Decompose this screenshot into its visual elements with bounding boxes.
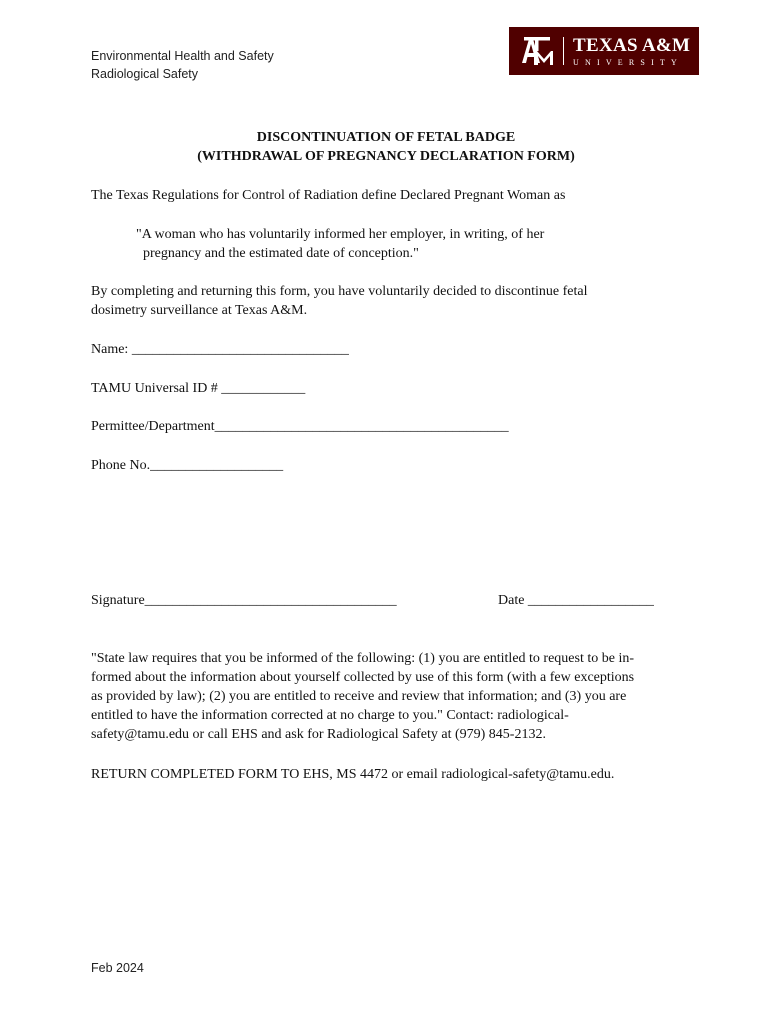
department-name: Environmental Health and Safety xyxy=(91,49,274,63)
footer-date: Feb 2024 xyxy=(91,961,144,975)
privacy-notice-line-5: safety@tamu.edu or call EHS and ask for Radiological Safety at (979) 845-2132. xyxy=(91,727,546,742)
completion-statement-line-2: dosimetry surveillance at Texas A&M. xyxy=(91,303,308,318)
logo-subtext: UNIVERSITY xyxy=(573,57,683,67)
privacy-notice-line-4: entitled to have the information corrected at no charge to you." Contact: radiological- xyxy=(91,708,569,723)
logo-divider xyxy=(563,37,564,65)
office-name: Radiological Safety xyxy=(91,67,199,81)
department-field[interactable]: Permittee/Department__________________________________________ xyxy=(91,419,509,434)
return-instructions: RETURN COMPLETED FORM TO EHS, MS 4472 or email radiological-safety@tamu.edu. xyxy=(91,767,615,782)
phone-field[interactable]: Phone No.___________________ xyxy=(91,458,284,473)
privacy-notice-line-1: "State law requires that you be informed of the following: (1) you are entitled to request to be in- xyxy=(91,651,635,666)
completion-statement-line-1: By completing and returning this form, you have voluntarily decided to discontinue fetal xyxy=(91,284,588,299)
form-subtitle: (WITHDRAWAL OF PREGNANCY DECLARATION FORM) xyxy=(197,149,575,164)
intro-text: The Texas Regulations for Control of Radiation define Declared Pregnant Woman as xyxy=(91,188,566,203)
form-title: DISCONTINUATION OF FETAL BADGE xyxy=(256,130,516,145)
definition-quote-line-1: "A woman who has voluntarily informed her employer, in writing, of her xyxy=(136,227,545,242)
university-logo xyxy=(509,27,699,75)
atm-monogram-icon xyxy=(519,36,555,66)
universal-id-field[interactable]: TAMU Universal ID # ____________ xyxy=(91,381,306,396)
privacy-notice-line-2: formed about the information about yourself collected by use of this form (with a few exceptions xyxy=(91,670,635,685)
name-field[interactable]: Name: _______________________________ xyxy=(91,342,349,357)
privacy-notice-line-3: as provided by law); (2) you are entitled to receive and review that information; and (3) you are xyxy=(91,689,627,704)
logo-wordmark: TEXAS A&M xyxy=(573,34,691,56)
department-header xyxy=(91,47,274,83)
date-field[interactable]: Date __________________ xyxy=(498,593,654,608)
signature-field[interactable]: Signature____________________________________ xyxy=(91,593,397,608)
definition-quote-line-2: pregnancy and the estimated date of conception." xyxy=(143,246,419,261)
